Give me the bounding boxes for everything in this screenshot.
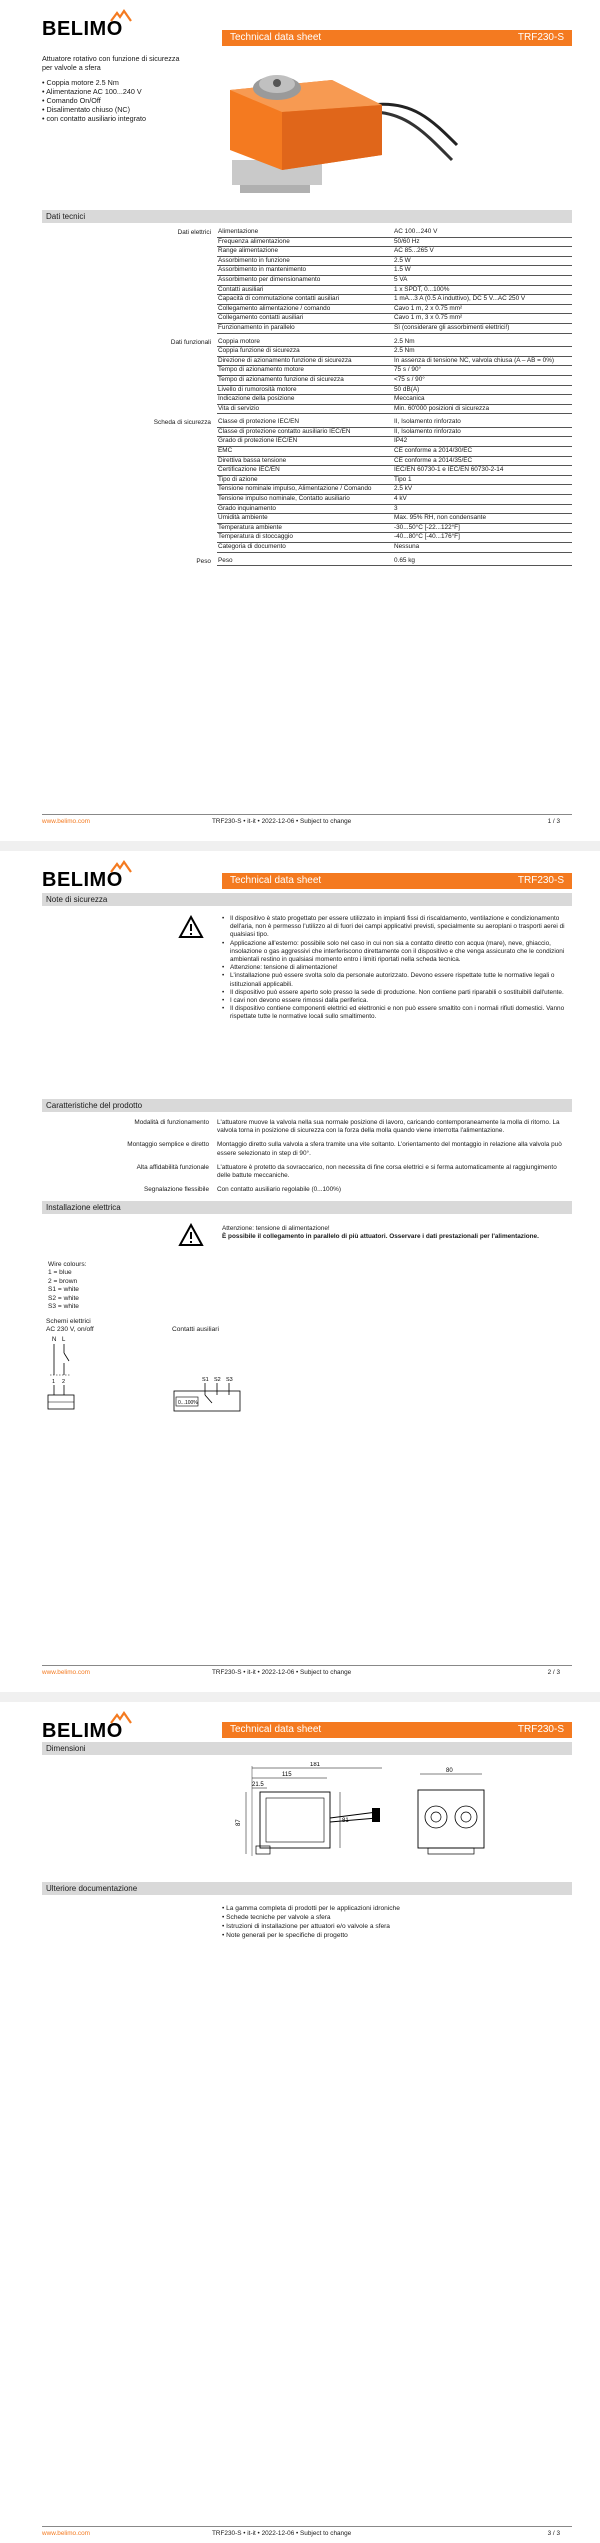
spec-group-weight: [42, 557, 572, 567]
header-title: Technical data sheet: [230, 875, 322, 886]
scheme-2-title: Contatti ausiliari: [172, 1326, 219, 1333]
dim-80: 80: [446, 1768, 453, 1774]
intro-bullet: • Comando On/Off: [42, 96, 222, 105]
belimo-logo: BELIMO: [42, 869, 123, 892]
spec-group-label: Dati elettrici: [177, 229, 211, 236]
spec-row: Grado di protezione IEC/EN IP42: [217, 437, 572, 447]
electrical-warning: [222, 1225, 572, 1241]
header-title: Technical data sheet: [230, 1724, 322, 1735]
dim-87: 87: [236, 1819, 242, 1826]
safety-notes-list: [222, 915, 572, 1022]
spec-row: Contatti ausiliari 1 x SPDT, 0...100%: [217, 286, 572, 296]
intro-bullet: • Alimentazione AC 100...240 V: [42, 87, 222, 96]
spec-row: Tensione impulso nominale, Contatto ausiliario 4 kV: [217, 495, 572, 505]
header-model: TRF230-S: [517, 32, 564, 43]
header-banner: [222, 30, 572, 46]
spec-row: Assorbimento in mantenimento 1.5 W: [217, 266, 572, 276]
spec-row: Tempo di azionamento motore 75 s / 90°: [217, 366, 572, 376]
spec-row: Frequenza alimentazione 50/60 Hz: [217, 238, 572, 248]
belimo-logo: BELIMO: [42, 18, 123, 41]
intro: [42, 54, 222, 123]
dim-115: 115: [282, 1772, 292, 1778]
dim-181: 181: [310, 1762, 321, 1768]
feature-row: Alta affidabilità funzionale L'attuatore è protetto da sovraccarico, non necessita di fine corsa elettrici e si ferma automaticamente al raggiungimento delle battute meccaniche.: [136, 1163, 557, 1180]
spec-row: Assorbimento in funzione 2.5 W: [217, 257, 572, 267]
section-further-docs: Ulteriore documentazione: [42, 1882, 572, 1895]
page-separator: [0, 1692, 600, 1702]
further-docs-list: [222, 1904, 400, 1940]
header-model: TRF230-S: [517, 875, 564, 886]
safety-note: • Attenzione: tensione di alimentazione!: [230, 964, 572, 972]
belimo-logo-mark-icon: [109, 860, 133, 874]
safety-note: • L'installazione può essere svolta solo da personale autorizzato. Devono essere rispettate tutte le normative legali o istituzionali applicabili.: [230, 972, 572, 988]
spec-row: Direzione di azionamento funzione di sicurezza In assenza di tensione NC, valvola chiusa (A – AB = 0%): [217, 357, 572, 367]
scheme-1-title: AC 230 V, on/off: [46, 1326, 94, 1333]
footer-url-link[interactable]: www.belimo.com: [42, 818, 90, 825]
spec-group-label: Dati funzionali: [170, 338, 211, 346]
intro-bullet: • Coppia motore 2.5 Nm: [42, 78, 222, 87]
footer-divider: [42, 2526, 572, 2527]
section-tech-data: Dati tecnici: [42, 210, 572, 223]
wire-1-label: 1: [52, 1379, 56, 1385]
page-number: 3 / 3: [547, 2530, 560, 2537]
aux-range-label: 0...100%: [178, 1400, 198, 1406]
spec-group-label: Peso: [196, 557, 211, 565]
footer-divider: [42, 1665, 572, 1666]
footer-doc-code: TRF230-S • it-it • 2022-12-06 • Subject to change: [212, 818, 352, 825]
belimo-logo-mark-icon: [109, 9, 133, 23]
schemes-title: Schemi elettrici: [46, 1318, 91, 1325]
wire-colour-item: S1 = white: [48, 1286, 79, 1294]
feature-row: Montaggio semplice e diretto Montaggio diretto sulla valvola a sfera tramite una vite soltanto. L'orientamento del montaggio in relazione alla valvola può essere selezionato in step di 90°.: [127, 1141, 562, 1157]
product-description: Attuatore rotativo con funzione di sicurezza per valvole a sfera: [42, 54, 180, 72]
spec-row: Temperatura ambiente -30...50°C [-22...122°F]: [217, 524, 572, 534]
header-banner: [222, 1722, 572, 1738]
feature-row: Modalità di funzionamento L'attuatore muove la valvola nella sua normale posizione di lavoro, caricando contemporaneamente la molla di ritorno. La valvola torna in posizione di sicurezza con la forza della molla quando viene interrotta l'alimentazione.: [134, 1119, 560, 1135]
spec-row: Collegamento alimentazione / comando Cavo 1 m, 2 x 0.75 mm²: [217, 305, 572, 315]
spec-row: Collegamento contatti ausiliari Cavo 1 m, 3 x 0.75 mm²: [217, 314, 572, 324]
page-number: 2 / 3: [547, 1669, 560, 1676]
header-banner: [222, 873, 572, 889]
wiring-diagram-power: [46, 1335, 106, 1415]
spec-row: Umidità ambiente Max. 95% RH, non condensante: [217, 514, 572, 524]
header-title: Technical data sheet: [230, 32, 322, 43]
safety-note: • Il dispositivo è stato progettato per essere utilizzato in impianti fissi di riscaldamento, ventilazione e condizionamento dell'aria, non è permesso l'utilizzo al di fuori dei campi applicativi previsti, specialmente su aeroplani o trasporti aerei di qualsiasi tipo.: [230, 915, 572, 940]
doc-item: • Note generali per le specifiche di progetto: [222, 1931, 400, 1940]
page-2: [0, 851, 600, 1692]
page-1: [0, 0, 600, 841]
spec-row: Certificazione IEC/EN IEC/EN 60730-1 e IEC/EN 60730-2-14: [217, 466, 572, 476]
footer-doc-code: TRF230-S • it-it • 2022-12-06 • Subject to change: [212, 1669, 352, 1676]
safety-note: • Applicazione all'esterno: possibile solo nel caso in cui non sia a contatto diretto con acqua (mare), neve, ghiaccio, insolazione o gas aggressivi che interferiscono direttamente con il dispositivo e che venga assicurato che le condizioni ambientali restino in qualsiasi momento entro i limiti riportati nella scheda tecnica.: [230, 940, 572, 965]
dim-81: 81: [342, 1818, 349, 1824]
page-number: 1 / 3: [547, 818, 560, 825]
electrical-warning-title: Attenzione: tensione di alimentazione!: [222, 1225, 330, 1232]
electrical-warning-text: È possibile il collegamento in parallelo di più attuatori. Osservare i dati prestazionali per l'alimentazione.: [222, 1233, 539, 1241]
spec-row: Coppia motore 2.5 Nm: [217, 338, 572, 348]
spec-row: Livello di rumorosità motore 50 dB(A): [217, 386, 572, 396]
aux-s2-label: S2: [214, 1377, 221, 1383]
spec-row: Direttiva bassa tensione CE conforme a 2014/35/EC: [217, 457, 572, 467]
tech-data-table: [42, 228, 572, 570]
spec-row: Tensione nominale impulso, Alimentazione / Comando 2.5 kV: [217, 485, 572, 495]
warning-triangle-icon: [178, 915, 204, 939]
wire-colour-item: S3 = white: [48, 1303, 79, 1311]
spec-row: Alimentazione AC 100...240 V: [217, 228, 572, 238]
doc-item: • La gamma completa di prodotti per le applicazioni idroniche: [222, 1904, 400, 1913]
footer-divider: [42, 814, 572, 815]
spec-row: Vita di servizio Min. 60'000 posizioni di sicurezza: [217, 405, 572, 415]
page-separator: [0, 841, 600, 851]
spec-row: Assorbimento per dimensionamento 5 VA: [217, 276, 572, 286]
aux-s1-label: S1: [202, 1377, 209, 1383]
footer: [42, 818, 572, 828]
safety-note: • I cavi non devono essere rimossi dalla periferica.: [230, 997, 572, 1005]
wire-colour-item: S2 = white: [48, 1294, 79, 1302]
dimension-drawing: [222, 1762, 572, 1862]
spec-row: Funzionamento in parallelo Sì (considerare gli assorbimenti elettrici!): [217, 324, 572, 334]
wire-colours: [48, 1261, 86, 1311]
spec-group-electrical: [42, 228, 572, 334]
spec-row: EMC CE conforme a 2014/30/EC: [217, 447, 572, 457]
spec-group-safety: [42, 418, 572, 552]
wire-colours-title: Wire colours:: [48, 1261, 87, 1268]
spec-row: Capacità di commutazione contatti ausiliari 1 mA...3 A (0.5 A induttivo), DC 5 V...AC 250 V: [217, 295, 572, 305]
belimo-logo: BELIMO: [42, 1720, 123, 1743]
spec-row: Peso 0.65 kg: [217, 557, 572, 567]
spec-row: Tempo di azionamento funzione di sicurezza <75 s / 90°: [217, 376, 572, 386]
aux-s3-label: S3: [226, 1377, 233, 1383]
spec-row: Grado inquinamento 3: [217, 505, 572, 515]
spec-row: Range alimentazione AC 85...265 V: [217, 247, 572, 257]
header-model: TRF230-S: [517, 1724, 564, 1735]
safety-note: • Il dispositivo contiene componenti elettrici ed elettronici e non può essere smaltito con i normali rifiuti domestici. Vanno rispettate tutte le normative locali sullo smaltimento.: [230, 1005, 572, 1021]
product-features: [42, 1119, 572, 1200]
doc-item: • Istruzioni di installazione per attuatori e/o valvole a sfera: [222, 1922, 400, 1931]
section-product-features: Caratteristiche del prodotto: [42, 1099, 572, 1112]
actuator-product-image: [222, 50, 462, 200]
footer-url-link[interactable]: www.belimo.com: [42, 2530, 90, 2537]
belimo-logo-mark-icon: [109, 1711, 133, 1725]
spec-row: Coppia funzione di sicurezza 2.5 Nm: [217, 347, 572, 357]
footer: [42, 2530, 572, 2540]
section-electrical-installation: Installazione elettrica: [42, 1201, 572, 1214]
dim-21-5: 21.5: [252, 1782, 264, 1788]
warning-triangle-icon: [178, 1223, 204, 1247]
footer-doc-code: TRF230-S • it-it • 2022-12-06 • Subject to change: [212, 2530, 352, 2537]
spec-row: Classe di protezione contatto ausiliario IEC/EN II, Isolamento rinforzato: [217, 428, 572, 438]
terminal-l-label: L: [62, 1337, 66, 1343]
section-dimensions: Dimensioni: [42, 1742, 572, 1755]
footer-url-link[interactable]: www.belimo.com: [42, 1669, 90, 1676]
spec-row: Tipo di azione Tipo 1: [217, 476, 572, 486]
spec-row: Indicazione della posizione Meccanica: [217, 395, 572, 405]
page-3: [0, 1702, 600, 2543]
wiring-diagram-aux-contacts: [172, 1335, 262, 1415]
wire-colour-item: 1 = blue: [48, 1269, 72, 1277]
doc-item: • Schede tecniche per valvole a sfera: [222, 1913, 400, 1922]
spec-group-functional: [42, 338, 572, 415]
wire-2-label: 2: [62, 1379, 66, 1385]
intro-bullet: • Disalimentato chiuso (NC): [42, 105, 222, 114]
wire-colour-item: 2 = brown: [48, 1277, 78, 1285]
spec-group-label: Scheda di sicurezza: [153, 419, 211, 427]
feature-row: Segnalazione flessibile Con contatto ausiliario regolabile (0...100%): [143, 1186, 341, 1194]
intro-bullet: • con contatto ausiliario integrato: [42, 114, 222, 123]
spec-row: Categoria di documento Nessuna: [217, 543, 572, 553]
footer: [42, 1669, 572, 1679]
spec-row: Classe di protezione IEC/EN II, Isolamento rinforzato: [217, 418, 572, 428]
spec-row: Temperatura di stoccaggio -40...80°C [-40...176°F]: [217, 533, 572, 543]
intro-bullets: [42, 78, 222, 123]
section-safety-notes: Note di sicurezza: [42, 893, 572, 906]
terminal-n-label: N: [52, 1337, 57, 1343]
safety-note: • Il dispositivo può essere aperto solo presso la sede di produzione. Non contiene parti riparabili o sostituibili dall'utente.: [230, 989, 572, 997]
